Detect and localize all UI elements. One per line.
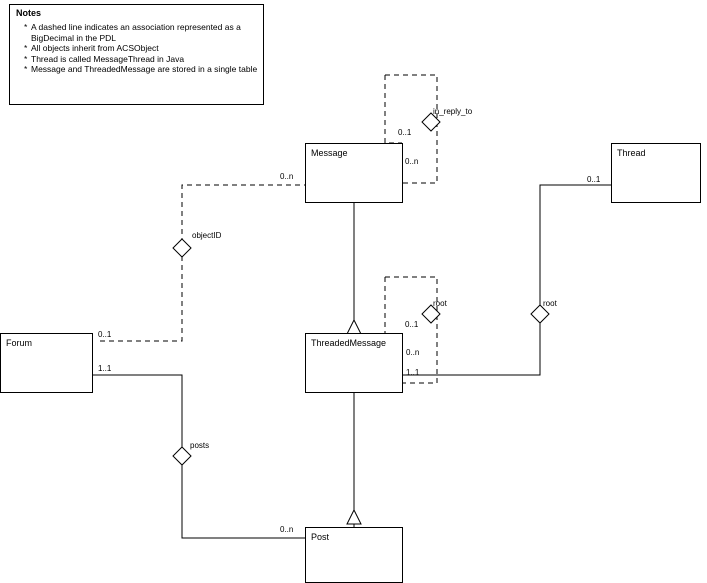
multiplicity-label: 1..1: [406, 368, 420, 377]
class-forum[interactable]: [0, 333, 93, 393]
assoc-label-root-thread: root: [543, 299, 557, 308]
note-item: * Thread is called MessageThread in Java: [24, 54, 262, 65]
notes-box: [9, 4, 264, 105]
class-thread[interactable]: [611, 143, 701, 203]
class-message[interactable]: [305, 143, 403, 203]
notes-list: [24, 22, 262, 75]
class-name-label: ThreadedMessage: [311, 338, 387, 348]
multiplicity-label: 0..1: [587, 175, 601, 184]
assoc-label-posts: posts: [190, 441, 210, 450]
notes-title: Notes: [16, 8, 42, 18]
class-post[interactable]: [305, 527, 403, 583]
note-item: * All objects inherit from ACSObject: [24, 43, 262, 54]
edge-objectid-dashed: [100, 185, 305, 341]
multiplicity-label: 0..n: [280, 172, 294, 181]
note-item: * A dashed line indicates an association represented as a BigDecimal in the PDL: [24, 22, 262, 43]
multiplicity-label: 0..n: [405, 157, 419, 166]
multiplicity-label: 1..1: [98, 364, 112, 373]
edge-posts: [92, 375, 305, 538]
class-threadedmessage[interactable]: [305, 333, 403, 393]
multiplicity-label: 0..n: [406, 348, 420, 357]
assoc-label-root-self: root: [433, 299, 447, 308]
diamond-objectid: [173, 239, 191, 257]
triangle-generalization-1: [347, 320, 361, 334]
class-name-label: Thread: [617, 148, 646, 158]
diamond-posts: [173, 447, 191, 465]
class-name-label: Post: [311, 532, 330, 542]
edge-root-thread: [402, 185, 612, 375]
multiplicity-label: 0..n: [280, 525, 294, 534]
assoc-label-in-reply-to: in_reply_to: [433, 107, 473, 116]
assoc-label-objectid: objectID: [192, 231, 222, 240]
class-name-label: Forum: [6, 338, 33, 348]
note-item: * Message and ThreadedMessage are stored in a single table: [24, 64, 262, 75]
multiplicity-label: 0..1: [98, 330, 112, 339]
multiplicity-label: 0..1: [405, 320, 419, 329]
triangle-generalization-2: [347, 510, 361, 524]
class-name-label: Message: [311, 148, 348, 158]
multiplicity-label: 0..1: [398, 128, 412, 137]
